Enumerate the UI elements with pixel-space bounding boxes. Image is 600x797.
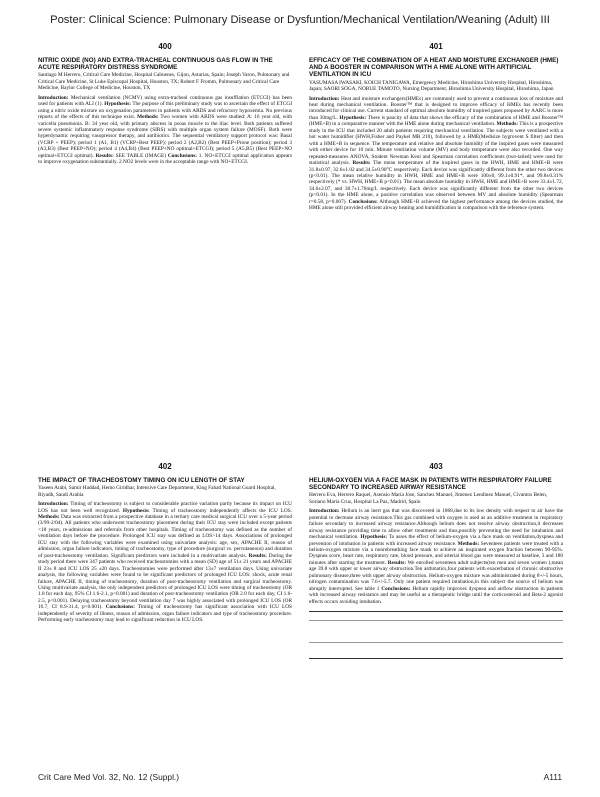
abstract-paragraph: Introduction: Timing of tracheostomy is subject to considerable practice variation partly because its impact on ICU LOS has not been well recognized. Hypothesis: Timing of tracheostomy independently affects the ICU LOS. Methods: Data was extracted from a prospective database in a tertiary care medical surgical ICU over a 5-year period (3/99-2/04). All patients who underwent tracheostomy placement during their ICU stay were included except patients <18 years, re-admissions and referrals from other hospitals. Timing of tracheostomy was defined as the number of ventilation days before the procedure. Prolonged ICU stay was defined as LOS>14 days. Associations of prolonged ICU stay with the following variables were examined using univariate analysis: age, sex, APACHE II, reason of admission, organ failure indicators, timing of tracheostomy, type of procedure (surgical vs. percutaneous) and duration of post-tracheostomy ventilation. Significant predictors were included in a multivariate analysis. Results: During the study period there were 347 patients who received tracheostomies with a mean (SD) age of 51± 21 years and APACHE II 23± 8 and ICU LOS 25 ±20 days. Tracheostomies were performed after 13±7 ventilation days. Using univariate analysis, the following variables were found to be significant predictors of prolonged ICU LOS: shock, acute renal failure, APACHE II, timing of tracheostomy, duration of post-tracheostomy ventilation and surgical tracheostomy. Using multivariate analysis, the only independent predictors of prolonged ICU LOS were timing of tracheostomy (OR 1.8 for each day, 95% CI 1.6-2.1, p<0.001) and duration of post-tracheostomy ventilation (OR 2.0 for each day, CI 1.6-2.5, p<0.001). Delaying tracheostomy beyond ventilation day 7 was highly associated with prolonged ICU LOS (OR 16.7, CI 8.9-31.4, p<0.001). Conclusions: Timing of tracheostomy has significant association with ICU LOS independently of severity of illness, reason of admission, organ failure indicators and type of tracheostomy procedure. Performing early tracheostomy may lead to significant reduction in ICU LOS. [38, 501, 292, 624]
table-1-image [309, 611, 563, 659]
abstract-authors: Santiago M Herrero, Critical Care Medicine, Hospital Cabuenes, Gijon, Asturias, Spain; Joseph Varon, Pulmonary and Critical Care Medicine, St Luke Episcopal Hospital, Houston, TX; Robert F Fromm, Pulmonary and Critical Care Medicine, Baylor College of Medicine, Houston, TX [38, 72, 290, 92]
table-rule [309, 620, 563, 621]
abstract-paragraph: Introduction: Helium is an inert gas that was discovered in 1868,due to its low density with respect to air have the potential to decrease airway resistance.This gas combined with oxygen is used as an additive treatment in respiratory failure secondary to increased airway resistance.Although helium does not resolve airway obstruction,it decreases airway resistance providing time to allow other treatments and thus,possibly preventing the need for intubation and mechanical ventilation. Hypothesis: To asses the effect of helium-oxygen via a face mask on ventilation,dyspnea and prevention of intubation in patients with increased airway resistance. Methods: Seventeen patients were treated with a helium-oxygen mixture via a nonrebreathing face mask to achieve an inspirated oxygen fraction between 90-95%. Dyspnea score, heart rate, respiratory rate, blood pressure, and arterial blood gas were measured at baseline, 3 and 180 minutes after starting the treatment. Results: We enrolled seventeen adult subjects(ten men and seven women ),mean age 39.8 with upper or lower airway obstruction.Ten asthmatics,four patients with exacerbation of chronic obstructive pulmonary disease,three with upper airway obstruction. Helium-oxygen mixture was administrated during 8+/-5 hours, nitrogen contamination was 7.6+/-5.7. Only one patient required intubation,in this subject the source of helium was abruptly interrupted. See table 1 Conclusions: Helium rapidly improves dyspnea and airflow obstruction in patients with increased airway resistance and may be useful as a therapeutic bridge until the corticosteroid and Beta-2 agonist effects occurs avoiding intubation. [309, 508, 563, 605]
abstract-body [38, 501, 292, 624]
abstract-body [38, 95, 292, 166]
abstract-paragraph: Introduction: Mechanical ventilation (NCMV) using extra-tracheal continuous gas insufflation (ETCGI) has been used for patients with ALI (1). Hypothesis: The purpose of this preliminary study was to ascertain the effect of ETCGI using a nitric oxide mixture on oxygenation parameters in patients with ARDS and refractory hypoxemia. No previous reports of the effects of this technique exist. Methods: Two women with ARDS were studied: A: 16 year old, with varicella pneumonia. B: 34 year old, with primary abscess in psoas muscle to the iliac level. Both patients suffered severe systemic inflammatory response syndrome (SIRS) with multiple organ system failure (MOSF). Both were hyperdynamic requiring vasopressor therapy, and antibiotics. The sequential ventilatory support protocol was: Basal (VCRP + PEEP); period 1 (A1, B1) (VCRP+Best PEEP); period 2 (A2,B2) (Best PEEP+Prone position); period 3 (A3,B3) (Best PEEP+NO); period 4 (A4,B4) (Best PEEP+NO optimal+ETCGI); period 5 (A5,B5) (Best PEEP+NO optimal+ETCGI optimal). Results: SEE TABLE (IMAGE) Conclusions: 1. NO+ETCGI optimal application appears to improve oxygenation substantially. 2.NO2 levels were in the acceptable range with NO+ETCGI. [38, 94, 292, 166]
abstract-number: 401 [429, 42, 443, 51]
abstract-number: 400 [158, 42, 172, 51]
page-header [0, 0, 600, 34]
abstract-title: EFFICACY OF THE COMBINATION OF A HEAT AND MOISTURE EXCHANGER (HME) AND A BOOSTER IN COMPARISON WITH A HME ALONE WITH ARTIFICIAL VENTILATION IN ICU [309, 57, 559, 79]
header-title: Poster: Clinical Science: Pulmonary Disease or Dysfuntion/Mechanical Ventilation/Weaning (Adult) III [50, 14, 550, 26]
abstract-number: 403 [429, 462, 443, 471]
abstract-number: 402 [158, 462, 172, 471]
abstract-402 [38, 462, 292, 770]
abstract-body [309, 508, 563, 605]
abstract-403 [309, 462, 563, 770]
abstract-400 [38, 42, 292, 454]
abstract-paragraph: Introduction: Heat and moisture exchangers(HMEs) are commonly used to prevent a continuous loss of moisture and heat during mechanical ventilation. Booster™ that is designed to improve efficacy of HMEs has recently been introduced for clinical use. Current standard of optimal absolute humidity of inspired gases proposed by AARC is more than 30mg/L. Hypothesis: There is paucity of data that shows the efficacy of the combination of HME and Booster™ (HME+B) in a comparative manner with the HME alone during mechanical ventilation. Methods: This is a prospective study in the ICU that included 20 adult patients requiring mechanical ventilation. The subjects were ventilated with a hot water humidifier (HWH,Fisher and Paykel MR 210), followed by a HME(Medisize hygrovent S filter) and then with a HME+B in sequence. The temperature and relative and absolute humidity of the inspired gases were measured with either device for 10 min. Minute ventilation volume (MV) and body temperature were also recorded. One way repeated-measures ANOVA, Student Newman Keul and Spearman correlation coefficients (two-tailed) were used for statistical analysis. Results: The mean temperature of the inspired gases in the HWH, HME and HME+B were 31.8±0.97, 32.6±1.02 and 34.5±0.90°C respectively. Each device was significantly different from the other two devices (p<0.01). The mean relative humidity in HWH, HME and HME+B were 100±0, 99.1±0.91*, and 99.8±0.31% respectively (* vs. HWH, HME+B p<0.01). The mean absolute humidity in HWH, HME and HME+B were 33.4±1.72, 34.6±2.07, and 38.7±1.76mg/L respectively. Each device was significantly different from the other two devices (p<0.01). In the HME alone, a positive correlation was observed between MV and absolute humidity (Spearman r=0.58, p=0.007). Conclusions: Although HME+B achieved the highest performance among the devices studied, the HME alone still provided efficient airway heating and humidification in comparison with the reference system. [309, 95, 563, 212]
footer-page-number: A111 [543, 772, 562, 782]
abstract-title: HELIUM-OXYGEN VIA A FACE MASK IN PATIENTS WITH RESPIRATORY FAILURE SECONDARY TO INCREASED AIRWAY RESISTANCE [309, 477, 552, 492]
abstract-title: THE IMPACT OF TRACHEOSTOMY TIMING ON ICU LENGTH OF STAY [38, 477, 245, 484]
abstract-authors: Yaseen Arabi, Samir Haddad, Hemo Giridhar, Intensive Care Department, King Fahad National Guard Hospital, Riyadh, Saudi Arabia [38, 485, 276, 498]
abstract-authors: YASUMASA IWASAKI, KOICH TANIGAWA, Emergency Medicine, Hiroshima University Hospital, Hiroshima, Japan; SAORI SOGA, NOBUE TAMOTO, Nursing Department, Hiroshima University Hospital, Hiroshima, Japan [309, 79, 554, 93]
abstract-title: NITRIC OXIDE (NO) AND EXTRA-TRACHEAL CONTINUOUS GAS FLOW IN THE ACUTE RESPIRATORY DISTRESS SYNDROME [38, 57, 273, 72]
footer-journal: Crit Care Med Vol. 32, No. 12 (Suppl.) [38, 772, 180, 782]
abstract-401 [309, 42, 563, 454]
table-rule [309, 642, 563, 643]
abstract-body [309, 96, 563, 212]
abstract-authors: Herrero Eva, Herrero Raquel, Asensio Maria Jose, Sanchez Manuel, Jimenez Lendinez Manuel, Civantos Belen, Soriano Maria Cruz, Hospital La Paz, Madrid, Spain [309, 492, 548, 505]
page-footer [38, 772, 562, 786]
